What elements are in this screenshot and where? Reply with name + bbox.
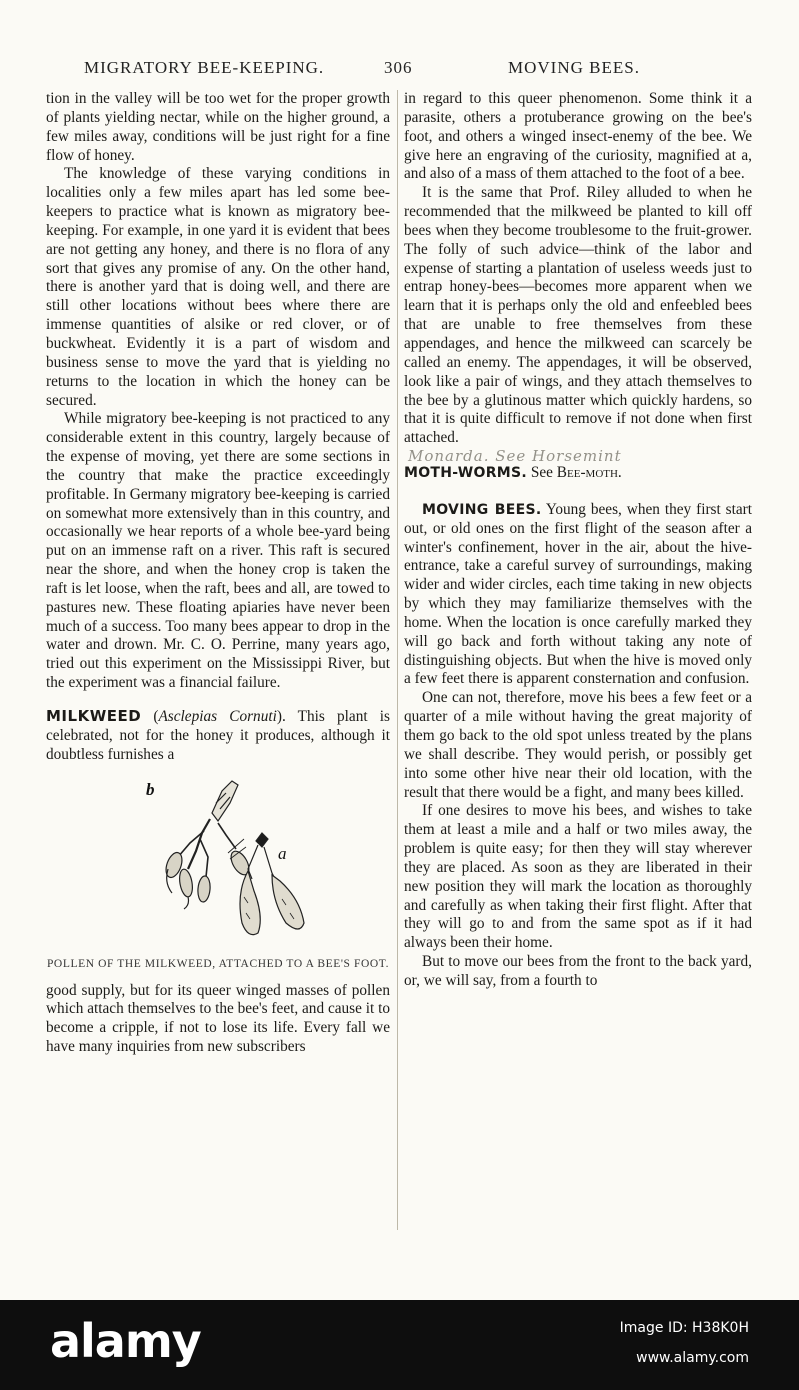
- page-number: 306: [384, 58, 413, 77]
- watermark-logo: alamy: [50, 1314, 201, 1368]
- moth-worms-reference: Bee-moth.: [556, 464, 622, 482]
- right-paragraph-2: It is the same that Prof. Riley alluded to when he recommended that the milkweed be planted to kill off bees when they become troublesome to the fruit-grower. The folly of such advice—think of the labor and expense of starting a plantation of useless weeds just to entrap honey-bees—becomes more apparent when we learn that it is perhaps only the old and enfeebled bees that are unable to free themselves from these appendages, and hence the milkweed can scarcely be called an enemy. The appendages, it will be observed, look like a pair of wings, and they attach themselves to the bee by a glutinous matter which quickly hardens, so that it is quite difficult to remove if not done when first attached.: [404, 184, 752, 447]
- moving-bees-paragraph-3: If one desires to move his bees, and wishes to take them at least a mile and a half or two miles away, the problem is quite easy; for then they will stay wherever they are placed. As soon as they are liberated in their new position they will mark the location as thoroughly and carefully as when taking their first flight. After that they will go to and from the same spot as if it had always been their home.: [404, 802, 752, 952]
- left-paragraph-after-figure: good supply, but for its queer winged masses of pollen which attach themselves to the bee's feet, and cause it to become a cripple, if not to lose its life. Every fall we have many inquiries from new subscribers: [46, 981, 390, 1056]
- moving-bees-entry: [404, 501, 752, 689]
- figure-label-a: a: [278, 843, 287, 863]
- running-head: [0, 58, 799, 82]
- watermark-url: www.alamy.com: [636, 1350, 749, 1366]
- watermark-image-id: Image ID: H38K0H: [619, 1320, 749, 1336]
- left-column: [46, 90, 390, 1057]
- handwritten-note: Monarda. See Horsemint: [408, 447, 622, 466]
- left-paragraph-3: While migratory bee-keeping is not practiced to any considerable extent in this country, largely because of the expense of moving, yet there are some sections in the country that make the practice exceedingly profitable. In Germany migratory bee-keeping is carried on somewhat more extensively than in this country, and occasionally we hear reports of a whole bee-yard being put on an immense raft on a river. This raft is secured near the shore, and when the honey crop is taken the raft is let loose, when the raft, bees and all, are towed to pastures new. These floating apiaries have never been much of a success. Too many bees appear to drop in the water and drown. Mr. C. O. Perrine, many years ago, tried out this experiment on the Mississippi River, but the experiment was a financial failure.: [46, 410, 390, 692]
- left-paragraph-2: The knowledge of these varying conditions in localities only a few miles apart has led some bee-keepers to practice what is known as migratory bee-keeping. For example, in one yard it is evident that bees are not getting any honey, and there is no flora of any sort that gives any promise of any. On the other hand, there is another yard that is doing well, and there are still other locations without bees where there are immense quantities of alsike or red clover, or of buckwheat. Evidently it is a part of wisdom and business sense to move the yard that is yielding no returns to the location in which the honey can be secured.: [46, 165, 390, 409]
- figure-label-b: b: [146, 779, 155, 799]
- moving-bees-paragraph-4: But to move our bees from the front to the back yard, or, we will say, from a fourth to: [404, 953, 752, 989]
- watermark-bar: [0, 1300, 799, 1390]
- moth-worms-heading: MOTH-WORMS.: [404, 465, 528, 482]
- milkweed-pollen-figure: [46, 773, 390, 951]
- moving-bees-paragraph-2: One can not, therefore, move his bees a few feet or a quarter of a mile without having the great majority of them go back to the old spot unless treated by the plans we shall describe. They would perish, or possibly get into some other hive near their old location, with the result that there would be a fight, and many bees killed.: [404, 689, 752, 801]
- running-head-left: MIGRATORY BEE-KEEPING.: [84, 58, 325, 77]
- milkweed-heading: MILKWEED: [46, 707, 142, 725]
- milkweed-latin-name: Asclepias Cornuti: [158, 708, 277, 725]
- milkweed-entry: MILKWEED (Asclepias Cornuti). This plant is celebrated, not for the honey it produces, although it doubtless furnishes a: [46, 707, 390, 763]
- milkweed-text: This plant is celebrated, not for the honey it produces, although it doubtless furnishes a: [46, 708, 390, 763]
- moth-worms-entry: MOTH-WORMS. See Bee-moth.: [404, 464, 622, 482]
- column-divider: [397, 90, 398, 1230]
- moving-bees-paragraph-1: Young bees, when they first start out, or old ones on the first flight of the season after a winter's confinement, hover in the air, about the hive-entrance, take a careful survey of surroundings, making wider and wider circles, each time taking in new objects by which they may familiarize themselves with the home. When the location is once carefully marked they will go back and forth without taking any note of distinguishing objects. But when the hive is moved only a few feet there is apparent consternation and confusion.: [404, 500, 752, 688]
- right-column: [404, 90, 752, 991]
- running-head-right: MOVING BEES.: [508, 58, 640, 77]
- pollen-engraving: [144, 773, 314, 949]
- left-paragraph-1: tion in the valley will be too wet for the proper growth of plants yielding nectar, while on the higher ground, a few miles away, conditions will be just right for a fine flow of honey.: [46, 90, 390, 164]
- moving-bees-heading: MOVING BEES.: [422, 501, 542, 518]
- figure-caption: POLLEN OF THE MILKWEED, ATTACHED TO A BEE'S FOOT.: [46, 957, 390, 970]
- right-paragraph-1: in regard to this queer phenomenon. Some think it a parasite, others a protuberance growing on the bee's foot, and others a winged insect-enemy of the bee. We give here an engraving of the curiosity, magnified at a, and also of a mass of them attached to the foot of a bee.: [404, 90, 752, 183]
